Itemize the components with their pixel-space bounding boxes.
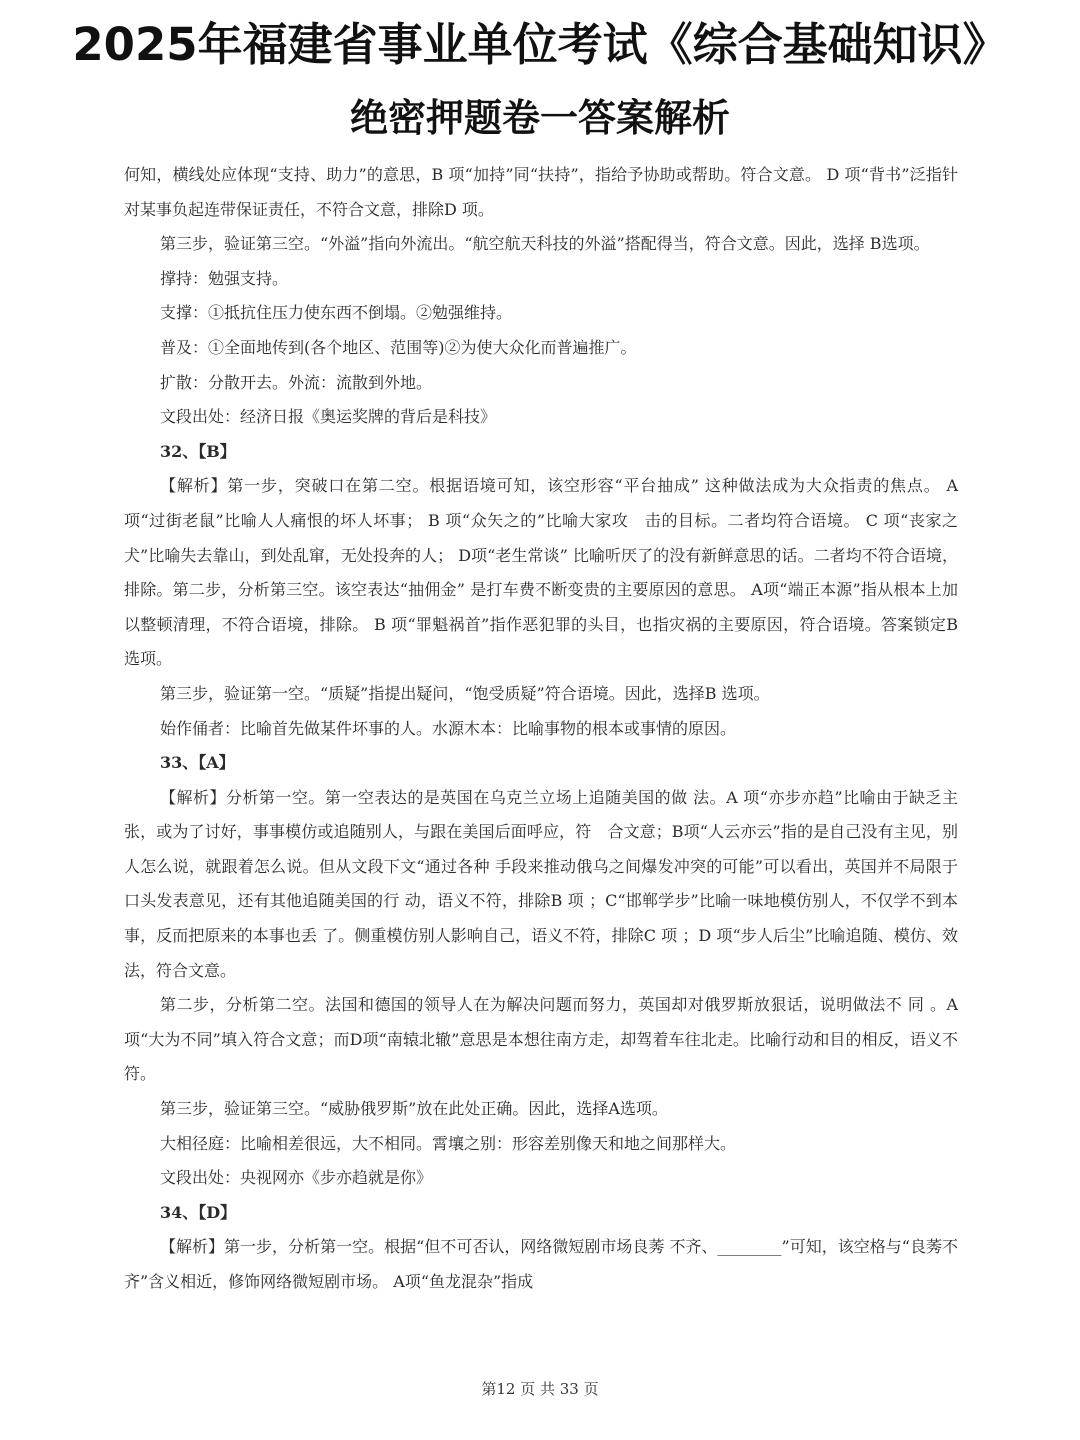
- analysis-paragraph: 【解析】第一步，分析第一空。根据“但不可否认，网络微短剧市场良莠 不齐、________”可知，该空格与“良莠不齐”含义相近，修饰网络微短剧市场。 A项“鱼龙混杂”指成: [124, 1237, 958, 1291]
- page-header: [0, 0, 1080, 142]
- definition-line: 大相径庭：比喻相差很远，大不相同。霄壤之别：形容差别像天和地之间那样大。: [160, 1133, 737, 1153]
- analysis-paragraph: 【解析】分析第一空。第一空表达的是英国在乌克兰立场上追随美国的做 法。A 项“亦步亦趋”比喻由于缺乏主张，或为了讨好，事事模仿或追随别人，与跟在美国后面呼应，符 合文意；B项“人云亦云”指的是自己没有主见，别人怎么说，就跟着怎么说。但从文段下文“通过各种 手段来推动俄乌之间爆发冲突的可能”可以看出，英国并不局限于口头发表意见，还有其他追随美国的行 动，语义不符，排除B 项 ；C“邯郸学步”比喻一味地模仿别人，不仅学不到本事，反而把原来的本事也丢 了。侧重模仿别人影响自己，语义不符，排除C 项 ；D 项“步人后尘”比喻追随、模仿、效法，符合文意。: [124, 787, 958, 980]
- definition-line: 支撑：①抵抗住压力使东西不倒塌。②勉强维持。: [160, 303, 513, 323]
- source-line: 文段出处：经济日报《奥运奖牌的背后是科技》: [160, 407, 497, 427]
- question-number-32: 32、【B】: [160, 441, 236, 461]
- definition-line: 始作俑者：比喻首先做某件坏事的人。水源木本：比喻事物的根本或事情的原因。: [160, 718, 737, 738]
- source-line: 文段出处：央视网亦《步亦趋就是你》: [160, 1168, 433, 1188]
- answer-analysis-content: [124, 158, 958, 1300]
- paragraph: 何知，横线处应体现“支持、助力”的意思，B 项“加持”同“扶持”，指给予协助或帮助。符合文意。 D 项“背书”泛指针对某事负起连带保证责任，不符合文意，排除D 项。: [124, 165, 958, 219]
- sub-title: 绝密押题卷一答案解析: [349, 96, 730, 140]
- paragraph: 第二步，分析第二空。法国和德国的领导人在为解决问题而努力，英国却对俄罗斯放狠话，说明做法不 同 。A项“大为不同”填入符合文意；而D项“南辕北辙”意思是本想往南方走，却驾着车往北走。比喻行动和目的相反，语义不符。: [124, 995, 958, 1084]
- question-number-33: 33、【A】: [160, 753, 235, 773]
- paragraph: 第三步，验证第一空。“质疑”指提出疑问，“饱受质疑”符合语境。因此，选择B 选项。: [160, 683, 770, 703]
- paragraph: 第三步，验证第三空。“外溢”指向外流出。“航空航天科技的外溢”搭配得当，符合文意。因此，选择 B选项。: [160, 234, 930, 254]
- analysis-paragraph: 【解析】第一步，突破口在第二空。根据语境可知，该空形容“平台抽成” 这种做法成为大众指责的焦点。 A 项“过街老鼠”比喻人人痛恨的坏人坏事； B 项“众矢之的”比喻大家攻 击的目标。二者均符合语境。 C 项“丧家之犬”比喻失去靠山，到处乱窜，无处投奔的人； D项“老生常谈” 比喻听厌了的没有新鲜意思的话。二者均不符合语境，排除。第二步，分析第三空。该空表达“抽佣金” 是打车费不断变贵的主要原因的意思。 A项“端正本源”指从根本上加以整顿清理，不符合语境，排除。 B 项“罪魁祸首”指作恶犯罪的头目，也指灾祸的主要原因，符合语境。答案锁定B 选项。: [124, 476, 958, 669]
- definition-line: 扩散：分散开去。外流：流散到外地。: [160, 372, 433, 392]
- main-title: 2025年福建省事业单位考试《综合基础知识》: [72, 18, 1008, 71]
- question-number-34: 34、【D】: [160, 1202, 237, 1222]
- paragraph: 第三步，验证第三空。“威胁俄罗斯”放在此处正确。因此，选择A选项。: [160, 1099, 668, 1119]
- definition-line: 撑持：勉强支持。: [160, 268, 289, 288]
- definition-line: 普及：①全面地传到(各个地区、范围等)②为使大众化而普遍推广。: [160, 337, 637, 357]
- page-footer: 第12 页 共 33 页: [481, 1380, 599, 1398]
